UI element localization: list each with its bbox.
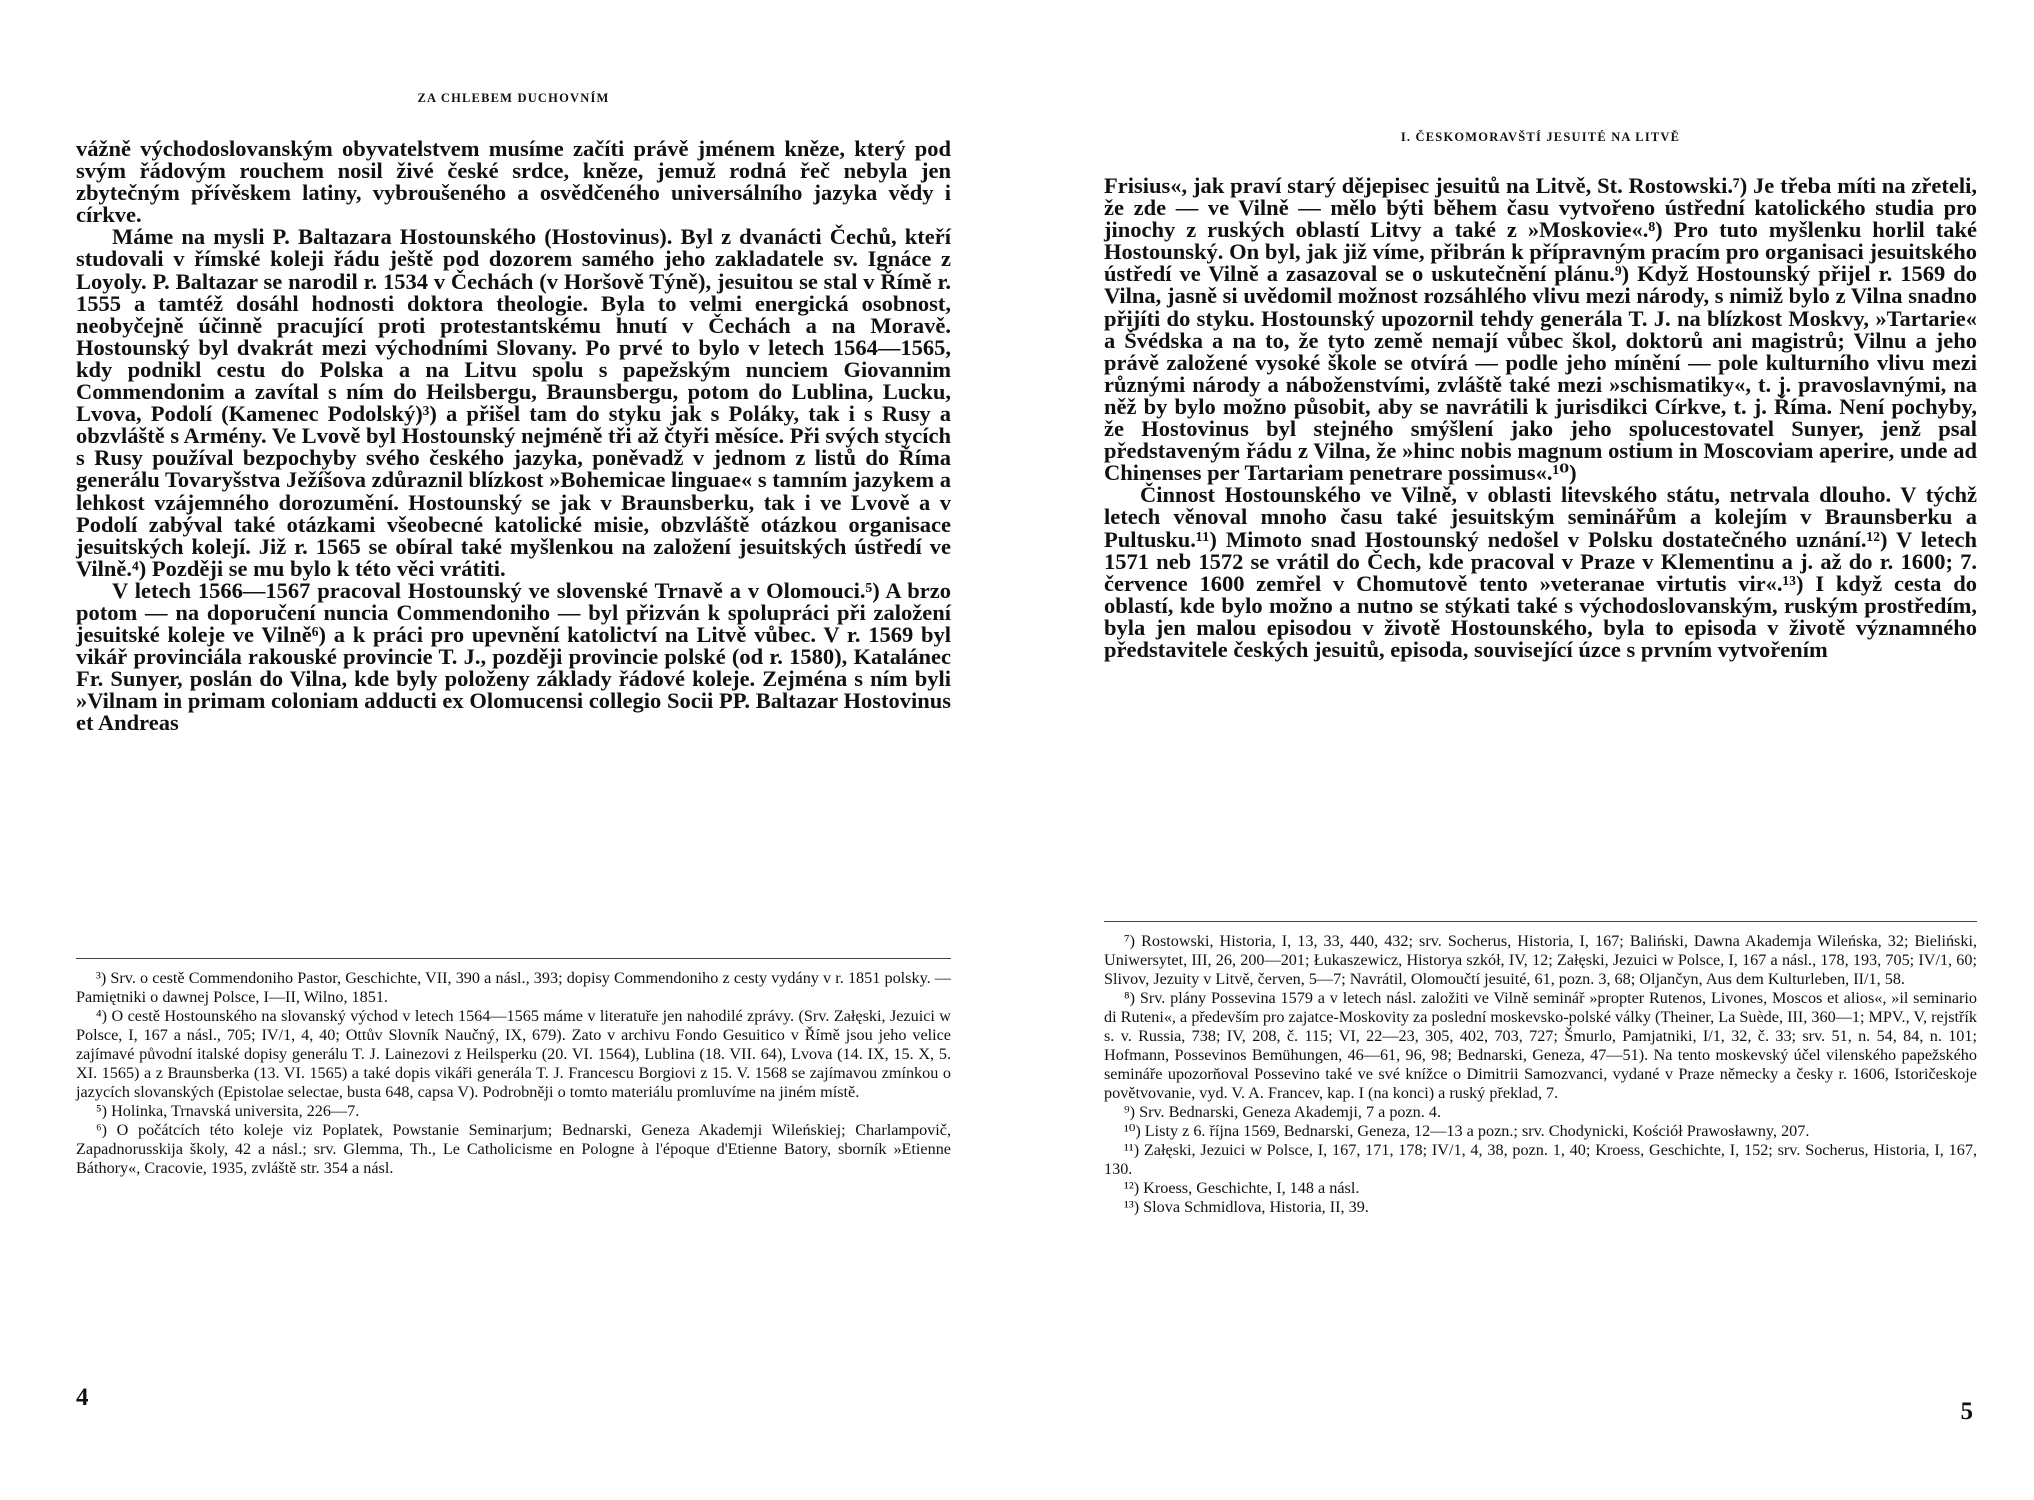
- footnote: ⁹) Srv. Bednarski, Geneza Akademji, 7 a pozn. 4.: [1124, 1103, 1442, 1121]
- footnote: ⁶) O počátcích této koleje viz Poplatek, Powstanie Seminarjum; Bednarski, Geneza Akademji Wileńskiej; Charlampovič, Zapadnorusskija školy, 42 a násl.; srv. Glemma, Th., Le Catholicisme en Pologne à l'époque d'Etienne Batory, sborník »Etienne Báthory«, Cracovie, 1935, zvláště str. 354 a násl.: [76, 1121, 951, 1177]
- paragraph: V letech 1566—1567 pracoval Hostounský ve slovenské Trnavě a v Olomouci.⁵) A brzo potom — na doporučení nuncia Commendoniho — byl přizván k spolupráci při založení jesuitské koleje ve Vilně⁶) a k práci pro upevnění katolictví na Litvě vůbec. V r. 1569 byl vikář provinciála rakouské provincie T. J., později provincie polské (od r. 1580), Katalánec Fr. Sunyer, poslán do Vilna, kde byly položeny základy řádové koleje. Zejména s ním byli »Vilnam in primam coloniam adducti ex Olomucensi collegio Socii PP. Baltazar Hostovinus et Andreas: [76, 577, 951, 736]
- footnote: ⁸) Srv. plány Possevina 1579 a v letech násl. založiti ve Vilně seminář »propter Rutenos, Livones, Moscos et alios«, »il seminario di Ruteni«, a především pro zajatce-Moskovity za poslední moskevsko-polské války (Theiner, La Suède, III, 360—1; MPV., V, rejstřík s. v. Russia, 738; IV, 208, č. 115; VI, 22—23, 305, 402, 703, 727; Šmurlo, Pamjatniki, I/1, 32, č. 33; srv. 51, n. 54, 84, n. 101; Hofmann, Possevinos Bemühungen, 46—61, 96, 98; Bednarski, Geneza, 47—51). Na tento moskevský účel vilenského papežského semináře upozorňoval Possevino také ve své knížce o Dimitrii Samozvanci, vydané v Praze německy a česky r. 1606, Istoričeskoje povětvovanie, vyd. V. A. Francev, kap. I (na konci) a ruský překlad, 7.: [1104, 989, 1977, 1102]
- footnote: ¹³) Slova Schmidlova, Historia, II, 39.: [1124, 1198, 1369, 1216]
- footnote: ⁴) O cestě Hostounského na slovanský východ v letech 1564—1565 máme v literatuře jen nahodilé zprávy. (Srv. Załęski, Jezuici w Polsce, I, 167 a násl., 705; IV/1, 4, 40; Ottův Slovník Naučný, IX, 679). Zato v archivu Fondo Gesuitico v Římě jsou jeho velice zajímavé původní italské dopisy generálu T. J. Lainezovi z Heilsperku (20. VI. 1564), Lublina (18. VII. 64), Lvova (14. IX, 15. X, 5. XI. 1565) a z Braunsberka (13. VI. 1565) a také dopis vikáři generála T. J. Francescu Borgiovi z 15. V. 1568 se zajímavou zmínkou o jazycích slovanských (Epistolae selectae, busta 648, capsa V). Podrobněji o tomto materiálu promluvíme na jiném místě.: [76, 1007, 951, 1101]
- footnote: ⁵) Holinka, Trnavská universita, 226—7.: [96, 1102, 360, 1120]
- footnote-divider: [76, 958, 951, 959]
- page-number: 4: [76, 1384, 89, 1411]
- footnote: ¹⁰) Listy z 6. října 1569, Bednarski, Geneza, 12—13 a pozn.; srv. Chodynicki, Kościół Prawosławny, 207.: [1124, 1122, 1810, 1140]
- footnote: ¹²) Kroess, Geschichte, I, 148 a násl.: [1124, 1179, 1360, 1197]
- body-text: [1104, 175, 1977, 661]
- body-text: [76, 138, 951, 735]
- footnote: ⁷) Rostowski, Historia, I, 13, 33, 440, 432; srv. Socherus, Historia, I, 167; Baliński, Dawna Akademja Wileńska, 32; Bieliński, Uniwersytet, III, 26, 200—201; Łukaszewicz, Historya szkół, IV, 12; Załęski, Jezuici w Polsce, I, 167 a násl., 178, 193, 705; IV/1, 60; Slivov, Jezuity v Litvě, červen, 5—7; Navrátil, Olomoučtí jesuité, 61, pozn. 3, 68; Oljančyn, Aus dem Kulturleben, II/1, 58.: [1104, 932, 1977, 988]
- running-head: I. ČESKOMORAVŠTÍ JESUITÉ NA LITVĚ: [1400, 130, 1681, 144]
- paragraph: Máme na mysli P. Baltazara Hostounského (Hostovinus). Byl z dvanácti Čechů, kteří studovali v římské koleji řádu ještě pod dozorem samého jeho zakladatele sv. Ignáce z Loyoly. P. Baltazar se narodil r. 1534 v Čechách (v Horšově Týně), jesuitou se stal v Římě r. 1555 a tamtéž dosáhl hodnosti doktora theologie. Byla to velmi energická osobnost, neobyčejně účinně pracující proti protestantskému hnutí v Čechách a na Moravě. Hostounský byl dvakrát mezi východními Slovany. Po prvé to bylo v letech 1564—1565, kdy podnikl cestu do Polska a na Litvu spolu s papežským nunciem Giovannim Commendonim a zavítal s ním do Heilsbergu, Braunsbergu, potom do Lublina, Lucku, Lvova, Podolí (Kamenec Podolský)³) a přišel tam do styku jak s Poláky, tak i s Rusy a obzvláště s Armény. Ve Lvově byl Hostounský nejméně tři až čtyři měsíce. Při svých stycích s Rusy používal bezpochyby svého českého jazyka, poněvadž v jednom z listů do Říma generálu Tovaryšstva Ježíšova zdůraznil blízkost »Bohemicae linguae« s tamním jazykem a lehkost vzájemného dorozumění. Hostounský se jak v Braunsberku, tak i ve Lvově a v Podolí zabýval také otázkami všeobecné katolické misie, obzvláště otázkou organisace jesuitských kolejí. Již r. 1565 se obíral také myšlenkou na založení jesuitských ústředí ve Vilně.⁴) Později se mu bylo k této věci vrátiti.: [76, 224, 951, 581]
- footnote: ¹¹) Załęski, Jezuici w Polsce, I, 167, 171, 178; IV/1, 4, 38, pozn. 1, 40; Kroess, Geschichte, I, 152; srv. Socherus, Historia, I, 167, 130.: [1104, 1141, 1977, 1178]
- page-number: 5: [1960, 1398, 1973, 1425]
- footnote: ³) Srv. o cestě Commendoniho Pastor, Geschichte, VII, 390 a násl., 393; dopisy Commendoniho z cesty vydány v r. 1851 polsky. — Pamiętniki o dawnej Polsce, I—II, Wilno, 1851.: [76, 969, 951, 1006]
- paragraph: Frisius«, jak praví starý dějepisec jesuitů na Litvě, St. Rostowski.⁷) Je třeba míti na zřeteli, že zde — ve Vilně — mělo býti během času vytvořeno ústřední katolického studia pro jinochy z ruských oblastí Litvy a také z »Moskovie«.⁸) Pro tuto myšlenku horlil také Hostounský. On byl, jak již víme, přibrán k přípravným pracím pro organisaci jesuitského ústředí ve Vilně a zasazoval se o uskutečnění plánu.⁹) Když Hostounský přijel r. 1569 do Vilna, jasně si uvědomil možnost rozsáhlého vlivu mezi národy, s nimiž bylo z Vilna snadno přijíti do styku. Hostounský upozornil tehdy generála T. J. na blízkost Moskvy, »Tartarie« a Švédska a na to, že tyto země nemají vůbec škol, doktorů ani magistrů; Vilnu a jeho právě založené vysoké škole se otvírá — podle jeho mínění — pole kulturního vlivu mezi různými národy a náboženstvími, zvláště také mezi »schismatiky«, t. j. pravoslavnými, na něž by bylo možno působit, aby se navrátili k jurisdikci Církve, t. j. Říma. Není pochyby, že Hostovinus byl stejného smýšlení jako jeho spolucestovatel Sunyer, jenž psal představeným řádu z Vilna, že »hinc nobis magnum ostium in Moscoviam aperire, unde ad Chinenses per Tartariam penetrare possimus«.¹⁰): [1104, 173, 1977, 486]
- running-head: ZA CHLEBEM DUCHOVNÍM: [417, 91, 610, 105]
- paragraph: vážně východoslovanským obyvatelstvem musíme začíti právě jménem kněze, který pod svým řádovým rouchem nosil živé české srdce, kněze, jemuž rodná řeč nebyla jen zbytečným přívěskem latiny, vybroušeného a osvědčeného universálního jazyka vědy i církve.: [76, 136, 951, 228]
- footnote-divider: [1104, 921, 1977, 922]
- paragraph: Činnost Hostounského ve Vilně, v oblasti litevského státu, netrvala dlouho. V týchž letech věnoval mnoho času také jesuitským seminářům a kolejím v Braunsberku a Pultusku.¹¹) Mimoto snad Hostounský nedošel v Polsku dostatečného uznání.¹²) V letech 1571 neb 1572 se vrátil do Čech, kde pracoval v Praze v Klementinu a j. až do r. 1600; 7. července 1600 zemřel v Chomutově tento »veteranae virtutis vir«.¹³) I když cesta do oblastí, kde bylo možno a nutno se stýkati také s východoslovanským, ruským prostředím, byla jen malou episodou v životě Hostounského, byla to episoda v životě významného představitele českých jesuitů, episoda, související úzce s prvním vytvořením: [1104, 482, 1977, 662]
- footnotes: [1104, 932, 1977, 1217]
- footnotes: [76, 969, 951, 1178]
